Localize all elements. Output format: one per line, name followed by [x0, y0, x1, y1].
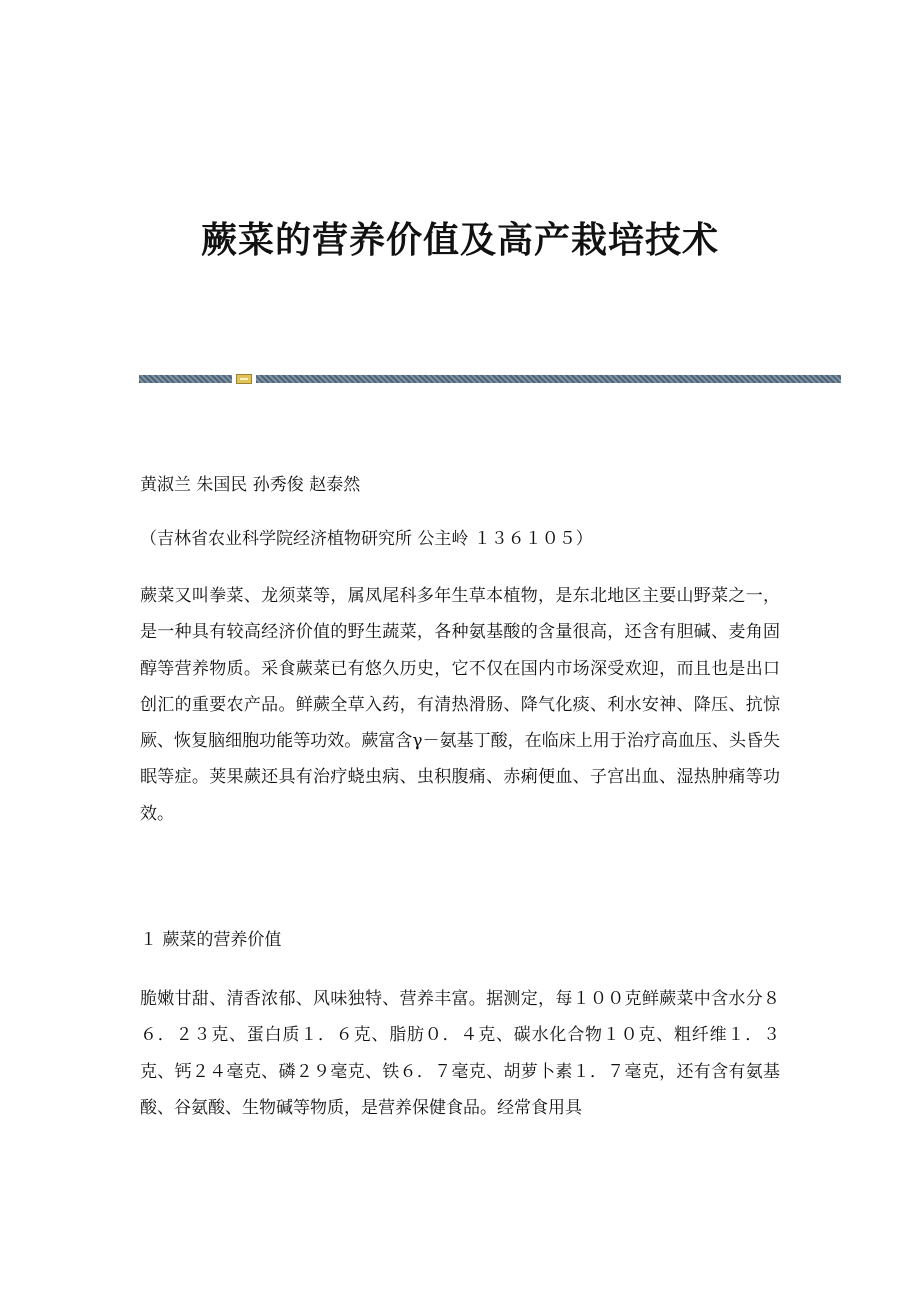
divider-bar-right [256, 375, 841, 383]
nutrition-paragraph: 脆嫩甘甜、清香浓郁、风味独特、营养丰富。据测定，每１００克鲜蕨菜中含水分８６．２３克、蛋白质１．６克、脂肪０．４克、碳水化合物１０克、粗纤维１．３克、钙２４毫克、磷２９毫克、铁６．７毫克、胡萝卜素１．７毫克，还有含有氨基酸、谷氨酸、生物碱等物质，是营养保健食品。经常食用具 [140, 989, 780, 1118]
document-title: 蕨菜的营养价值及高产栽培技术 [200, 219, 719, 261]
divider-bar-left [139, 375, 232, 383]
intro-paragraph: 蕨菜又叫拳菜、龙须菜等，属凤尾科多年生草本植物，是东北地区主要山野菜之一，是一种具有较高经济价值的野生蔬菜，各种氨基酸的含量很高，还含有胆碱、麦角固醇等营养物质。采食蕨菜已有悠久历史，它不仅在国内市场深受欢迎，而且也是出口创汇的重要农产品。鲜蕨全草入药，有清热滑肠、降气化痰、利水安神、降压、抗惊厥、恢复脑细胞功能等功效。蕨富含γ－氨基丁酸，在临床上用于治疗高血压、头昏失眠等症。荚果蕨还具有治疗蛲虫病、虫积腹痛、赤痢便血、子宫出血、湿热肿痛等功效。 [140, 586, 780, 824]
section-heading-nutrition: １ 蕨菜的营养价值 [140, 930, 282, 950]
authors-line: 黄淑兰 朱国民 孙秀俊 赵泰然 [140, 475, 361, 495]
affiliation-line: （吉林省农业科学院经济植物研究所 公主岭 １３６１０５） [140, 529, 593, 549]
title-divider [139, 374, 841, 384]
divider-ornament-icon [236, 374, 252, 384]
